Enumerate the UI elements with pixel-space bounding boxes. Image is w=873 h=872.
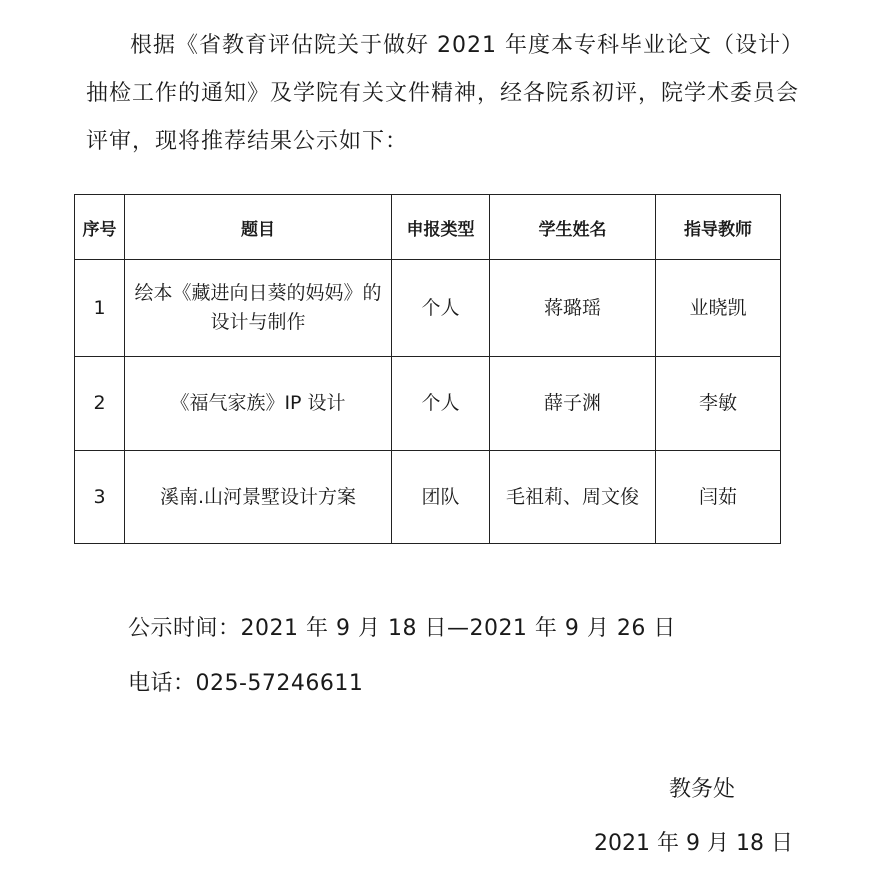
table-row	[75, 260, 781, 357]
results-table	[74, 194, 781, 544]
table-header-row	[75, 195, 781, 260]
cell-advisor: 业晓凯	[656, 260, 781, 357]
table-row	[75, 451, 781, 544]
cell-student: 薛子渊	[490, 357, 656, 451]
issuing-department: 教务处	[668, 777, 735, 802]
header-no: 序号	[75, 195, 125, 260]
cell-no: 1	[75, 260, 125, 357]
intro-paragraph: 根据《省教育评估院关于做好 2021 年度本专科毕业论文（设计）抽检工作的通知》及学院有关文件精神，经各院系初评，院学术委员会评审，现将推荐结果公示如下：	[86, 33, 804, 154]
table-row	[75, 357, 781, 451]
header-type: 申报类型	[392, 195, 490, 260]
cell-no: 2	[75, 357, 125, 451]
cell-advisor: 李敏	[656, 357, 781, 451]
cell-type: 个人	[392, 260, 490, 357]
cell-no: 3	[75, 451, 125, 544]
header-advisor: 指导教师	[656, 195, 781, 260]
cell-title: 《福气家族》IP 设计	[125, 357, 392, 451]
cell-advisor: 闫茹	[656, 451, 781, 544]
contact-phone: 电话：025-57246611	[128, 671, 364, 696]
header-student: 学生姓名	[490, 195, 656, 260]
issue-date: 2021 年 9 月 18 日	[594, 831, 793, 856]
cell-type: 个人	[392, 357, 490, 451]
cell-type: 团队	[392, 451, 490, 544]
header-title: 题目	[125, 195, 392, 260]
publicity-period: 公示时间：2021 年 9 月 18 日—2021 年 9 月 26 日	[128, 616, 676, 641]
cell-title: 溪南.山河景墅设计方案	[125, 451, 392, 544]
cell-student: 蒋璐瑶	[490, 260, 656, 357]
cell-title: 绘本《藏进向日葵的妈妈》的设计与制作	[125, 260, 392, 357]
cell-student: 毛祖莉、周文俊	[490, 451, 656, 544]
